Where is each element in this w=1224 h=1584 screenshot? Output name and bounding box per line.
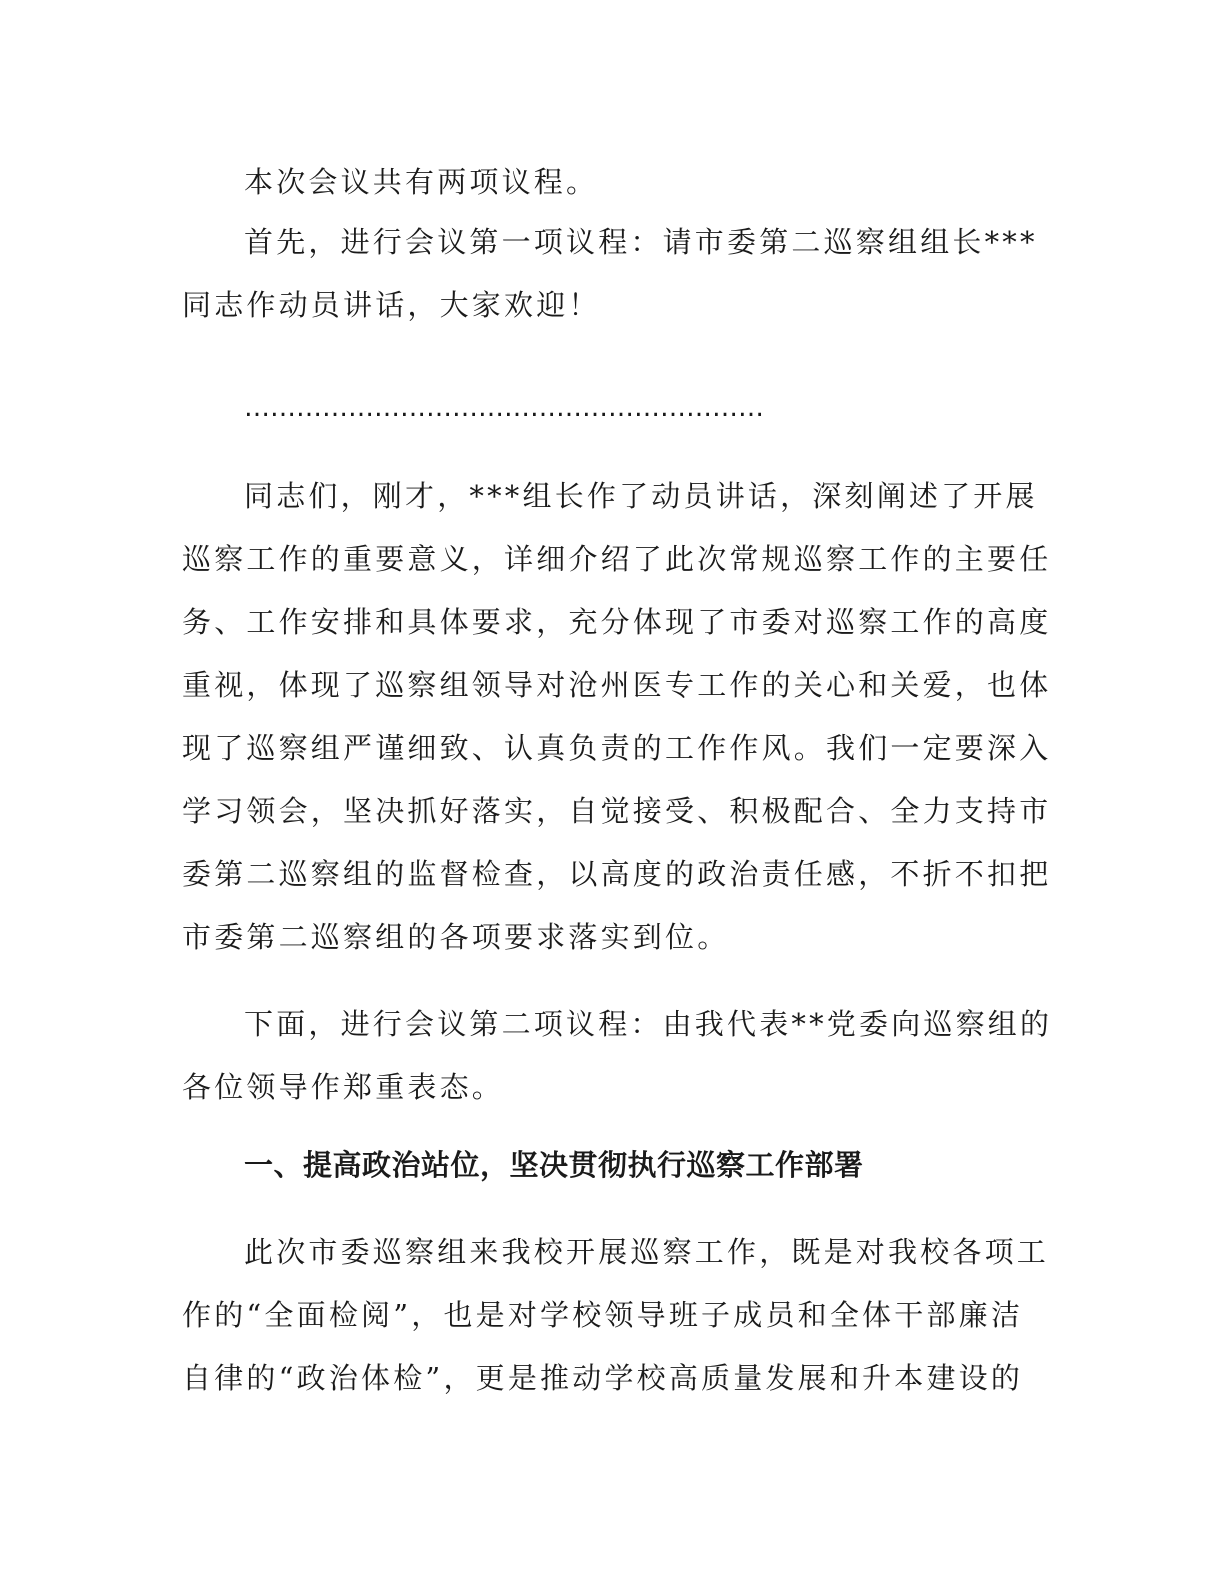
paragraph-line: 现了巡察组严谨细致、认真负责的工作作风。我们一定要深入 xyxy=(182,731,1052,765)
paragraph-line: 务、工作安排和具体要求，充分体现了市委对巡察工作的高度 xyxy=(182,605,1052,639)
paragraph-line: 同志们，刚才，***组长作了动员讲话，深刻阐述了开展 xyxy=(244,479,1038,513)
paragraph-line: 下面，进行会议第二项议程：由我代表**党委向巡察组的 xyxy=(244,1007,1053,1041)
section-body-paragraph xyxy=(182,1221,1050,1410)
paragraph-line: 自律的“政治体检”，更是推动学校高质量发展和升本建设的 xyxy=(182,1361,1024,1395)
summary-paragraph xyxy=(182,465,1052,969)
paragraph-line: 各位领导作郑重表态。 xyxy=(182,1070,505,1104)
paragraph-line: 重视，体现了巡察组领导对沧州医专工作的关心和关爱，也体 xyxy=(182,668,1052,702)
paragraph-line: 作的“全面检阅”，也是对学校领导班子成员和全体干部廉洁 xyxy=(182,1298,1024,1332)
paragraph-line: 巡察工作的重要意义，详细介绍了此次常规巡察工作的主要任 xyxy=(182,542,1052,576)
paragraph-line: 委第二巡察组的监督检查，以高度的政治责任感，不折不扣把 xyxy=(182,857,1052,891)
section-heading xyxy=(182,1134,1034,1197)
paragraph-line: 本次会议共有两项议程。 xyxy=(244,165,599,199)
separator-line: …………………………………………………… xyxy=(244,393,764,423)
paragraph-line: 首先，进行会议第一项议程：请市委第二巡察组组长*** xyxy=(244,225,1038,259)
paragraph-line: 此次市委巡察组来我校开展巡察工作，既是对我校各项工 xyxy=(244,1235,1050,1269)
agenda-item-one-paragraph xyxy=(182,211,1038,337)
paragraph-line: 同志作动员讲话，大家欢迎！ xyxy=(182,288,601,322)
agenda-intro-paragraph xyxy=(182,151,1034,214)
ellipsis-separator xyxy=(182,377,1034,440)
agenda-item-two-paragraph xyxy=(182,993,1053,1119)
section-heading-text: 一、提高政治站位，坚决贯彻执行巡察工作部署 xyxy=(244,1148,864,1182)
paragraph-line: 市委第二巡察组的各项要求落实到位。 xyxy=(182,920,730,954)
paragraph-line: 学习领会，坚决抓好落实，自觉接受、积极配合、全力支持市 xyxy=(182,794,1052,828)
